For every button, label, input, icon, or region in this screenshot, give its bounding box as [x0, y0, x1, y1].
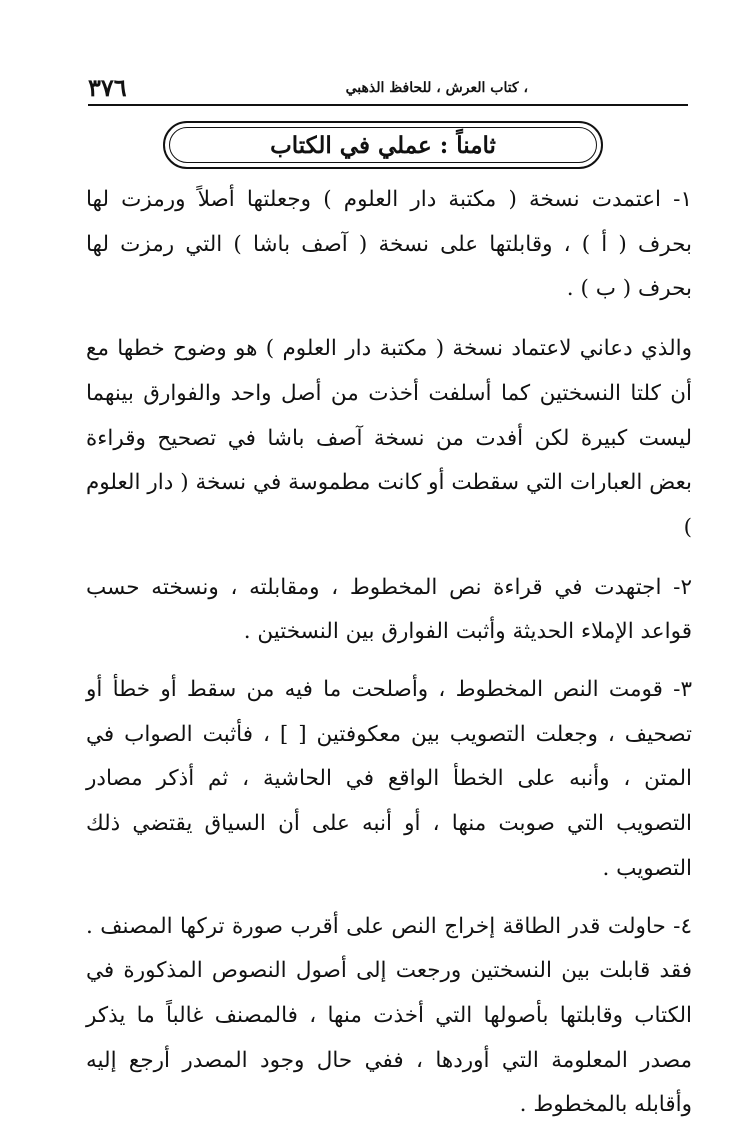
paragraph-2: والذي دعاني لاعتماد نسخة ( مكتبة دار العلوم ) هو وضوح خطها مع أن كلتا النسختين كما أسلفت أخذت من أصل واحد والفوارق بينهما ليست كبيرة لكن أفدت من نسخة آصف باشا في تصحيح وقراءة بعض العبارات التي سقطت أو كانت مطموسة في نسخة ( دار العلوم ) — [86, 336, 692, 540]
body-text — [86, 178, 692, 1128]
paragraph-3: ٢- اجتهدت في قراءة نص المخطوط ، ومقابلته ، ونسخته حسب قواعد الإملاء الحديثة وأثبت الفوارق بين النسختين . — [86, 574, 692, 645]
paragraph-1: ١- اعتمدت نسخة ( مكتبة دار العلوم ) وجعلتها أصلاً ورمزت لها بحرف ( أ ) ، وقابلتها على نسخة ( آصف باشا ) التي رمزت لها بحرف ( ب ) . — [86, 187, 692, 302]
paragraph-5: ٤- حاولت قدر الطاقة إخراج النص على أقرب صورة تركها المصنف . فقد قابلت بين النسختين ورجعت إلى أصول النصوص المذكورة في الكتاب وقابلتها بأصولها التي أخذت منها ، فالمصنف غالباً ما يذكر مصدر المعلومة التي أوردها ، ففي حال وجود المصدر أرجع إليه وأقابله بالمخطوط . — [86, 913, 692, 1118]
section-title: ثامناً : عملي في الكتاب — [270, 131, 496, 159]
running-title: ، كتاب العرش ، للحافظ الذهبي — [345, 80, 528, 96]
section-title-inner-frame — [169, 127, 597, 163]
section-title-frame — [163, 121, 603, 169]
paragraph-4: ٣- قومت النص المخطوط ، وأصلحت ما فيه من سقط أو خطأ أو تصحيف ، وجعلت التصويب بين معكوفتين [ ] ، فأثبت الصواب في المتن ، وأنبه على الخطأ الواقع في الحاشية ، ثم أذكر مصادر التصويب التي صوبت منها ، أو أنبه على أن السياق يقتضي ذلك التصويب . — [86, 677, 692, 881]
header-rule — [88, 104, 688, 106]
page-header — [88, 72, 688, 102]
page-number: ٣٧٦ — [88, 73, 127, 102]
